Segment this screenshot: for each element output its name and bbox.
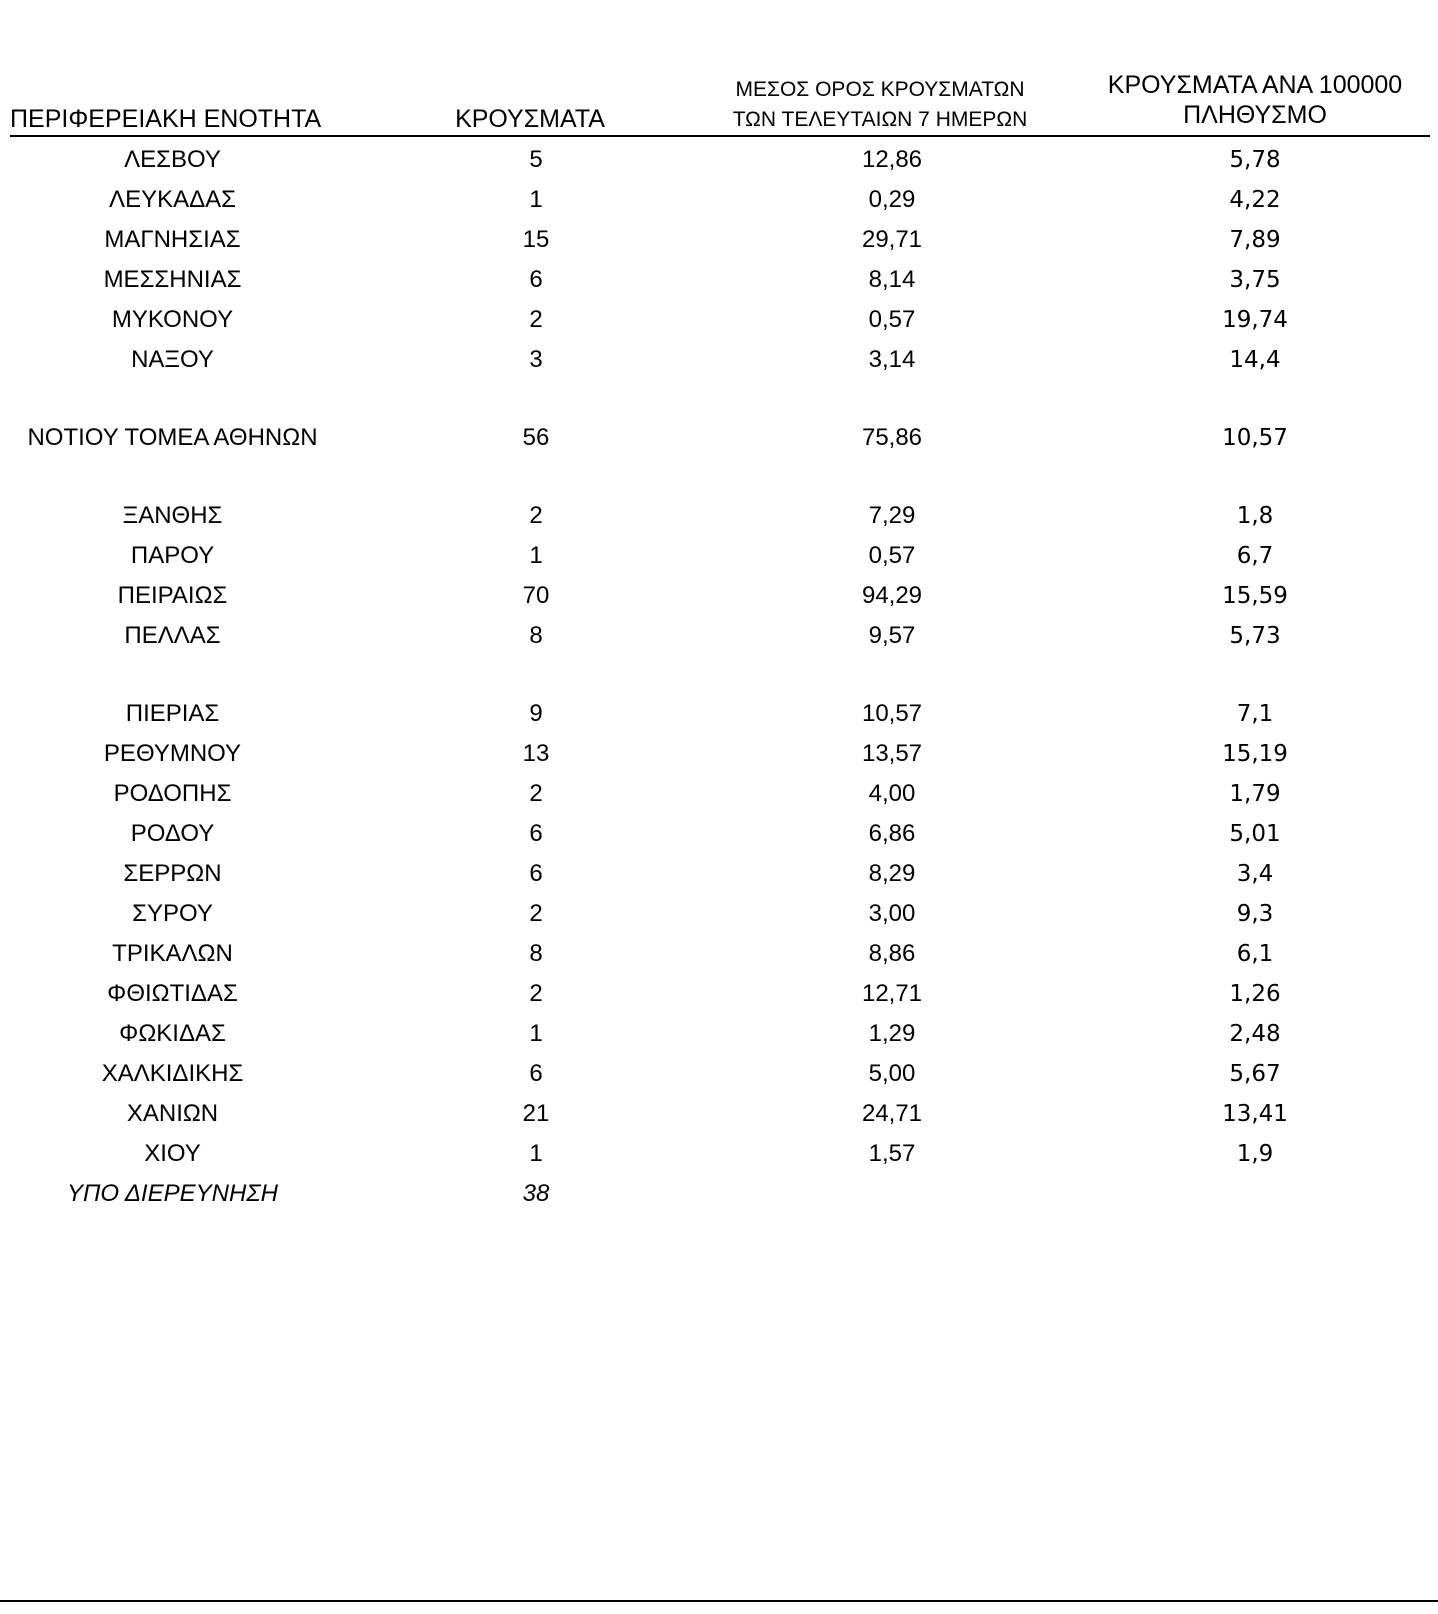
avg7-cell: 4,00 — [868, 780, 916, 807]
header-region — [10, 104, 340, 134]
table-row — [0, 774, 1438, 814]
avg7-cell: 0,57 — [868, 542, 916, 569]
avg7-cell: 7,29 — [868, 502, 916, 529]
per100k-cell: 6,1 — [1236, 941, 1274, 967]
table-row — [0, 1094, 1438, 1134]
header-per100k-line1: ΚΡΟΥΣΜΑΤΑ ΑΝΑ 100000 — [1107, 71, 1403, 99]
cases-cell: 2 — [529, 306, 543, 333]
table-row — [0, 974, 1438, 1014]
per100k-cell: 5,78 — [1229, 147, 1281, 173]
table-row — [0, 1054, 1438, 1094]
region-cell: ΣΥΡΟΥ — [132, 900, 213, 927]
region-cell: ΡΟΔΟΠΗΣ — [113, 780, 232, 807]
per100k-cell: 14,4 — [1229, 347, 1281, 373]
region-cell: ΤΡΙΚΑΛΩΝ — [112, 940, 233, 967]
per100k-cell: 10,57 — [1222, 425, 1288, 451]
region-cell: ΧΙΟΥ — [144, 1140, 201, 1167]
avg7-cell: 0,29 — [868, 186, 916, 213]
table-body — [0, 140, 1438, 1214]
region-cell: ΛΕΥΚΑΔΑΣ — [109, 186, 236, 213]
per100k-cell: 15,59 — [1222, 583, 1288, 609]
cases-cell: 1 — [529, 1020, 543, 1047]
cases-cell: 2 — [529, 780, 543, 807]
avg7-cell: 5,00 — [868, 1060, 916, 1087]
bottom-divider — [0, 1600, 1438, 1602]
table-row — [0, 694, 1438, 734]
region-cell: ΡΟΔΟΥ — [130, 820, 215, 847]
cases-cell: 2 — [529, 900, 543, 927]
per100k-cell: 7,1 — [1236, 701, 1274, 727]
avg7-cell: 94,29 — [861, 582, 923, 609]
per100k-cell: 6,7 — [1236, 543, 1274, 569]
cases-cell: 1 — [529, 1140, 543, 1167]
avg7-cell: 24,71 — [861, 1100, 923, 1127]
header-per100k — [1070, 70, 1438, 130]
per100k-cell: 3,4 — [1236, 861, 1274, 887]
avg7-cell: 12,86 — [861, 146, 923, 173]
cases-cell: 70 — [522, 582, 550, 609]
table-row — [0, 576, 1438, 616]
table-row — [0, 1134, 1438, 1174]
cases-cell: 8 — [529, 622, 543, 649]
region-cell: ΞΑΝΘΗΣ — [122, 502, 223, 529]
cases-cell: 13 — [522, 740, 550, 767]
table-row — [0, 220, 1438, 260]
header-cases — [430, 104, 630, 134]
region-cell: ΠΙΕΡΙΑΣ — [125, 700, 220, 727]
per100k-cell: 13,41 — [1222, 1101, 1288, 1127]
cases-cell: 6 — [529, 266, 543, 293]
per100k-cell: 15,19 — [1222, 741, 1288, 767]
region-cell: ΧΑΛΚΙΔΙΚΗΣ — [101, 1060, 244, 1087]
region-cell: ΜΑΓΝΗΣΙΑΣ — [104, 226, 241, 253]
region-cell: ΠΕΛΛΑΣ — [124, 622, 221, 649]
avg7-cell: 1,29 — [868, 1020, 916, 1047]
under-investigation-label: ΥΠΟ ΔΙΕΡΕΥΝΗΣΗ — [66, 1180, 279, 1207]
per100k-cell: 4,22 — [1229, 187, 1281, 213]
avg7-cell: 29,71 — [861, 226, 923, 253]
avg7-cell: 3,14 — [868, 346, 916, 373]
per100k-cell: 5,01 — [1229, 821, 1281, 847]
table-row — [0, 496, 1438, 536]
cases-cell: 8 — [529, 940, 543, 967]
header-avg7-line2: ΤΩΝ ΤΕΛΕΥΤΑΙΩΝ 7 ΗΜΕΡΩΝ — [732, 108, 1028, 131]
avg7-cell: 75,86 — [861, 424, 923, 451]
cases-cell: 1 — [529, 542, 543, 569]
avg7-cell: 9,57 — [868, 622, 916, 649]
table-row — [0, 140, 1438, 180]
per100k-cell: 3,75 — [1229, 267, 1281, 293]
under-investigation-cases: 38 — [522, 1180, 550, 1207]
per100k-cell: 19,74 — [1222, 307, 1288, 333]
table-row — [0, 854, 1438, 894]
per100k-cell: 7,89 — [1229, 227, 1281, 253]
table-row — [0, 536, 1438, 576]
region-cell: ΜΕΣΣΗΝΙΑΣ — [103, 266, 242, 293]
table-row — [0, 934, 1438, 974]
region-cell: ΦΘΙΩΤΙΔΑΣ — [107, 980, 238, 1007]
per100k-cell: 5,73 — [1229, 623, 1281, 649]
table-row — [0, 616, 1438, 656]
header-region-label: ΠΕΡΙΦΕΡΕΙΑΚΗ ΕΝΟΤΗΤΑ — [10, 105, 322, 133]
region-cell: ΧΑΝΙΩΝ — [126, 1100, 219, 1127]
region-cell: ΡΕΘΥΜΝΟΥ — [103, 740, 242, 767]
table-row — [0, 418, 1438, 458]
table-row — [0, 1014, 1438, 1054]
region-cell: ΠΑΡΟΥ — [130, 542, 215, 569]
table-row — [0, 734, 1438, 774]
avg7-cell: 10,57 — [861, 700, 923, 727]
per100k-cell: 1,79 — [1229, 781, 1281, 807]
header-cases-label: ΚΡΟΥΣΜΑΤΑ — [455, 105, 605, 133]
region-cell: ΜΥΚΟΝΟΥ — [111, 306, 234, 333]
table-row — [0, 894, 1438, 934]
table-row — [0, 180, 1438, 220]
table-row — [0, 340, 1438, 380]
cases-cell: 6 — [529, 860, 543, 887]
region-cell: ΛΕΣΒΟΥ — [124, 146, 221, 173]
per100k-cell: 1,8 — [1236, 503, 1274, 529]
avg7-cell: 13,57 — [861, 740, 923, 767]
cases-cell: 56 — [522, 424, 550, 451]
per100k-cell: 1,9 — [1236, 1141, 1274, 1167]
cases-cell: 21 — [522, 1100, 550, 1127]
avg7-cell: 0,57 — [868, 306, 916, 333]
cases-cell: 6 — [529, 1060, 543, 1087]
per100k-cell: 9,3 — [1236, 901, 1274, 927]
region-cell: ΦΩΚΙΔΑΣ — [119, 1020, 226, 1047]
cases-cell: 9 — [529, 700, 543, 727]
avg7-cell: 12,71 — [861, 980, 923, 1007]
cases-cell: 5 — [529, 146, 543, 173]
cases-cell: 6 — [529, 820, 543, 847]
avg7-cell: 8,86 — [868, 940, 916, 967]
region-cell: ΠΕΙΡΑΙΩΣ — [117, 582, 228, 609]
avg7-cell: 8,29 — [868, 860, 916, 887]
avg7-cell: 8,14 — [868, 266, 916, 293]
header-divider — [10, 135, 1430, 137]
header-per100k-line2: ΠΛΗΘΥΣΜΟ — [1183, 101, 1327, 129]
avg7-cell: 1,57 — [868, 1140, 916, 1167]
avg7-cell: 3,00 — [868, 900, 916, 927]
region-cell: ΝΑΞΟΥ — [131, 346, 214, 373]
cases-cell: 15 — [522, 226, 550, 253]
cases-cell: 2 — [529, 980, 543, 1007]
table-row — [0, 300, 1438, 340]
cases-cell: 1 — [529, 186, 543, 213]
region-cell: ΝΟΤΙΟΥ ΤΟΜΕΑ ΑΘΗΝΩΝ — [27, 424, 318, 451]
header-avg7-line1: ΜΕΣΟΣ ΟΡΟΣ ΚΡΟΥΣΜΑΤΩΝ — [735, 78, 1025, 101]
cases-cell: 3 — [529, 346, 543, 373]
per100k-cell: 5,67 — [1229, 1061, 1281, 1087]
under-investigation-row — [0, 1174, 1438, 1214]
table-row — [0, 814, 1438, 854]
per100k-cell: 2,48 — [1229, 1021, 1281, 1047]
cases-cell: 2 — [529, 502, 543, 529]
avg7-cell: 6,86 — [868, 820, 916, 847]
header-avg7 — [680, 75, 1080, 135]
per100k-cell: 1,26 — [1229, 981, 1281, 1007]
region-cell: ΣΕΡΡΩΝ — [123, 860, 222, 887]
table-row — [0, 260, 1438, 300]
